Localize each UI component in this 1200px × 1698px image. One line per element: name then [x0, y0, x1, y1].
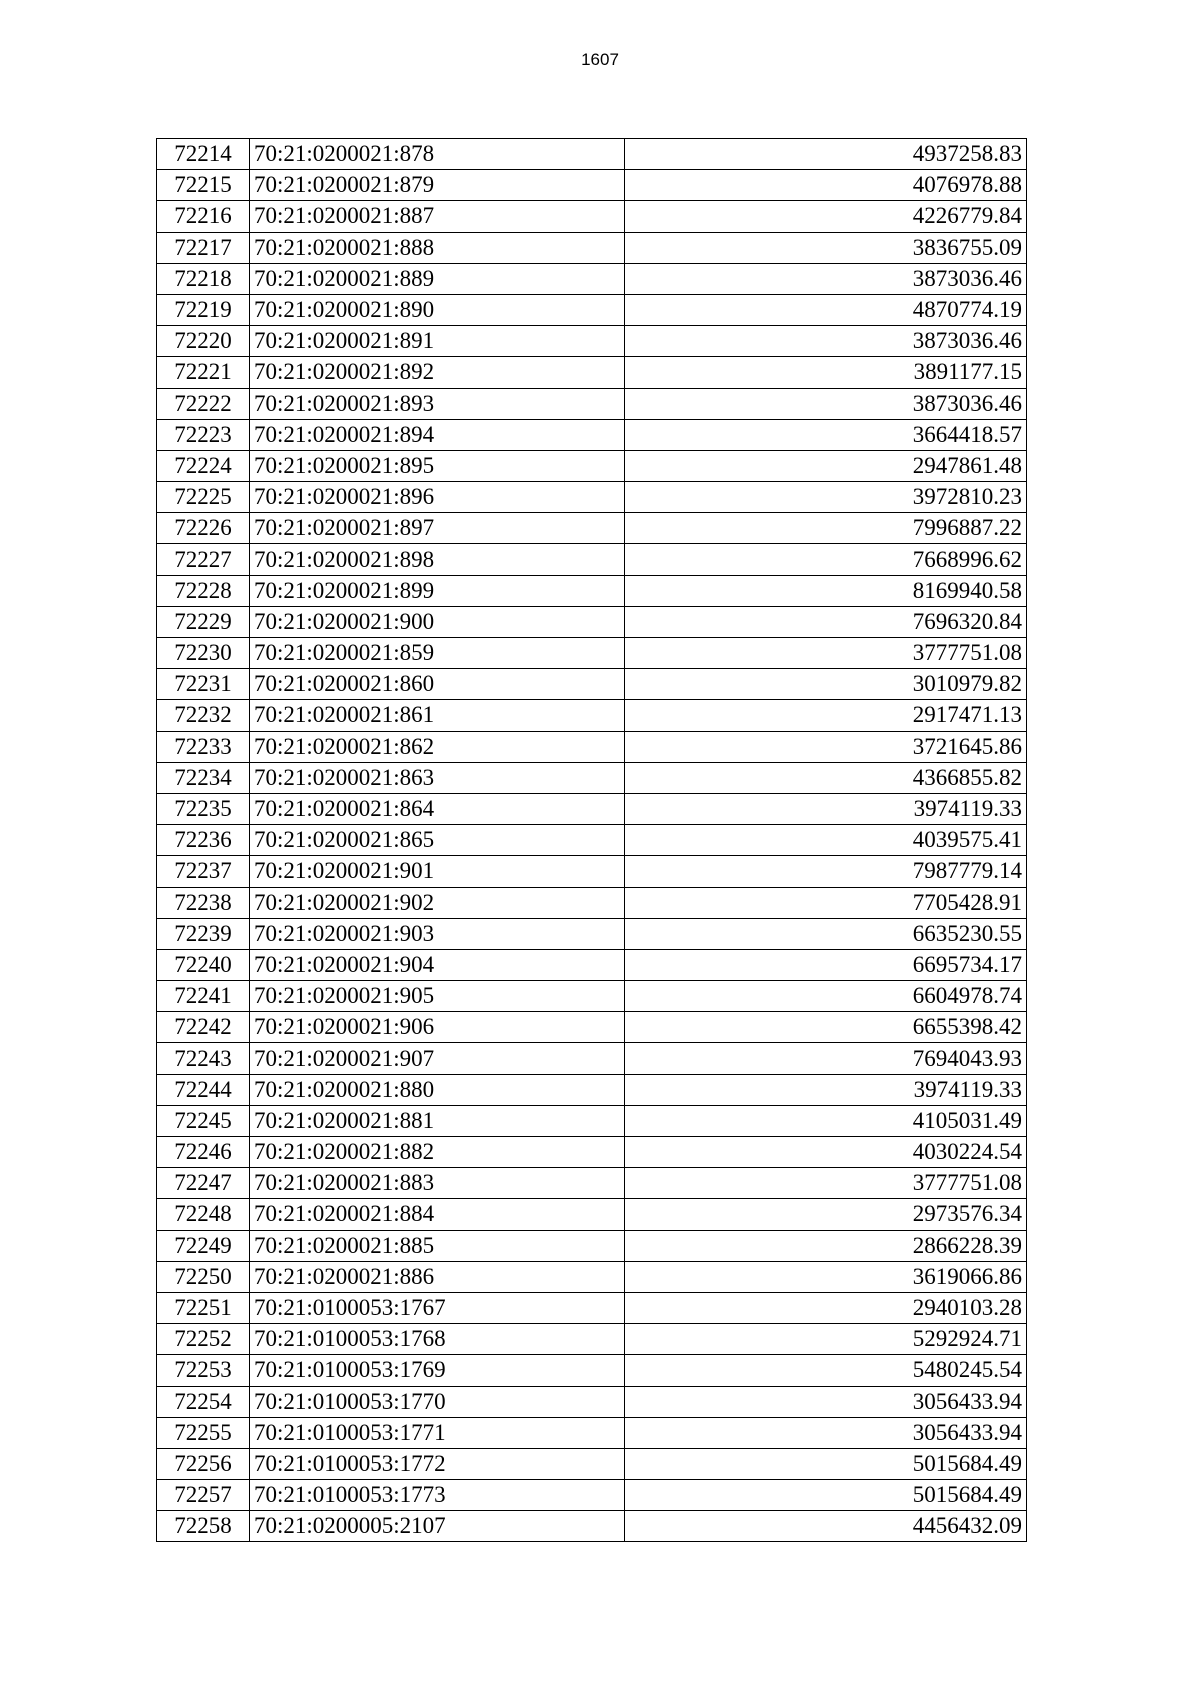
value-cell: 6604978.74 — [625, 981, 1027, 1012]
cadastral-number-cell: 70:21:0200021:861 — [250, 700, 625, 731]
cadastral-number-cell: 70:21:0200021:897 — [250, 513, 625, 544]
value-cell: 4366855.82 — [625, 762, 1027, 793]
cadastral-number-cell: 70:21:0200021:905 — [250, 981, 625, 1012]
row-number-cell: 72226 — [157, 513, 250, 544]
row-number-cell: 72229 — [157, 606, 250, 637]
value-cell: 3010979.82 — [625, 669, 1027, 700]
cadastral-number-cell: 70:21:0200021:906 — [250, 1012, 625, 1043]
value-cell: 4039575.41 — [625, 825, 1027, 856]
value-cell: 8169940.58 — [625, 575, 1027, 606]
row-number-cell: 72225 — [157, 482, 250, 513]
row-number-cell: 72247 — [157, 1168, 250, 1199]
cadastral-number-cell: 70:21:0200021:896 — [250, 482, 625, 513]
row-number-cell: 72242 — [157, 1012, 250, 1043]
value-cell: 3056433.94 — [625, 1417, 1027, 1448]
cadastral-number-cell: 70:21:0200021:885 — [250, 1230, 625, 1261]
value-cell: 2866228.39 — [625, 1230, 1027, 1261]
row-number-cell: 72241 — [157, 981, 250, 1012]
table-row — [157, 1480, 1027, 1511]
value-cell: 3873036.46 — [625, 263, 1027, 294]
row-number-cell: 72228 — [157, 575, 250, 606]
value-cell: 4226779.84 — [625, 201, 1027, 232]
cadastral-number-cell: 70:21:0200021:883 — [250, 1168, 625, 1199]
row-number-cell: 72256 — [157, 1448, 250, 1479]
row-number-cell: 72231 — [157, 669, 250, 700]
cadastral-number-cell: 70:21:0100053:1771 — [250, 1417, 625, 1448]
table-row — [157, 1230, 1027, 1261]
cadastral-number-cell: 70:21:0200021:863 — [250, 762, 625, 793]
row-number-cell: 72243 — [157, 1043, 250, 1074]
cadastral-number-cell: 70:21:0200021:862 — [250, 731, 625, 762]
row-number-cell: 72230 — [157, 638, 250, 669]
table-row — [157, 170, 1027, 201]
table-row — [157, 949, 1027, 980]
table-row — [157, 201, 1027, 232]
cadastral-number-cell: 70:21:0200021:880 — [250, 1074, 625, 1105]
cadastral-number-cell: 70:21:0200021:884 — [250, 1199, 625, 1230]
value-cell: 5292924.71 — [625, 1324, 1027, 1355]
row-number-cell: 72246 — [157, 1137, 250, 1168]
row-number-cell: 72244 — [157, 1074, 250, 1105]
cadastral-number-cell: 70:21:0200021:887 — [250, 201, 625, 232]
table-row — [157, 263, 1027, 294]
value-cell: 2940103.28 — [625, 1292, 1027, 1323]
cadastral-number-cell: 70:21:0200021:903 — [250, 918, 625, 949]
table-row — [157, 606, 1027, 637]
row-number-cell: 72258 — [157, 1511, 250, 1542]
value-cell: 3721645.86 — [625, 731, 1027, 762]
row-number-cell: 72233 — [157, 731, 250, 762]
cadastral-number-cell: 70:21:0200021:878 — [250, 139, 625, 170]
value-cell: 3873036.46 — [625, 326, 1027, 357]
row-number-cell: 72224 — [157, 450, 250, 481]
row-number-cell: 72240 — [157, 949, 250, 980]
table-row — [157, 232, 1027, 263]
row-number-cell: 72214 — [157, 139, 250, 170]
table-row — [157, 700, 1027, 731]
table-row — [157, 357, 1027, 388]
value-cell: 4030224.54 — [625, 1137, 1027, 1168]
cadastral-number-cell: 70:21:0200021:891 — [250, 326, 625, 357]
row-number-cell: 72232 — [157, 700, 250, 731]
row-number-cell: 72219 — [157, 294, 250, 325]
value-cell: 6655398.42 — [625, 1012, 1027, 1043]
row-number-cell: 72223 — [157, 419, 250, 450]
row-number-cell: 72227 — [157, 544, 250, 575]
row-number-cell: 72254 — [157, 1386, 250, 1417]
row-number-cell: 72239 — [157, 918, 250, 949]
cadastral-number-cell: 70:21:0200021:860 — [250, 669, 625, 700]
cadastral-number-cell: 70:21:0200021:899 — [250, 575, 625, 606]
table-row — [157, 1168, 1027, 1199]
cadastral-number-cell: 70:21:0200021:895 — [250, 450, 625, 481]
value-cell: 6635230.55 — [625, 918, 1027, 949]
row-number-cell: 72252 — [157, 1324, 250, 1355]
row-number-cell: 72238 — [157, 887, 250, 918]
page-number: 1607 — [581, 50, 619, 69]
cadastral-number-cell: 70:21:0200005:2107 — [250, 1511, 625, 1542]
row-number-cell: 72218 — [157, 263, 250, 294]
row-number-cell: 72249 — [157, 1230, 250, 1261]
table-row — [157, 1261, 1027, 1292]
row-number-cell: 72245 — [157, 1105, 250, 1136]
value-cell: 7694043.93 — [625, 1043, 1027, 1074]
value-cell: 2973576.34 — [625, 1199, 1027, 1230]
cadastral-number-cell: 70:21:0200021:864 — [250, 793, 625, 824]
cadastral-number-cell: 70:21:0200021:865 — [250, 825, 625, 856]
value-cell: 4456432.09 — [625, 1511, 1027, 1542]
value-cell: 3777751.08 — [625, 1168, 1027, 1199]
value-cell: 4870774.19 — [625, 294, 1027, 325]
cadastral-number-cell: 70:21:0100053:1773 — [250, 1480, 625, 1511]
row-number-cell: 72251 — [157, 1292, 250, 1323]
records-table — [156, 138, 1027, 1542]
value-cell: 7668996.62 — [625, 544, 1027, 575]
table-row — [157, 544, 1027, 575]
table-row — [157, 1074, 1027, 1105]
cadastral-number-cell: 70:21:0100053:1769 — [250, 1355, 625, 1386]
table-row — [157, 669, 1027, 700]
table-row — [157, 825, 1027, 856]
row-number-cell: 72217 — [157, 232, 250, 263]
value-cell: 6695734.17 — [625, 949, 1027, 980]
row-number-cell: 72237 — [157, 856, 250, 887]
cadastral-number-cell: 70:21:0200021:892 — [250, 357, 625, 388]
cadastral-number-cell: 70:21:0100053:1772 — [250, 1448, 625, 1479]
table-row — [157, 638, 1027, 669]
cadastral-number-cell: 70:21:0200021:859 — [250, 638, 625, 669]
row-number-cell: 72253 — [157, 1355, 250, 1386]
value-cell: 7996887.22 — [625, 513, 1027, 544]
cadastral-number-cell: 70:21:0200021:900 — [250, 606, 625, 637]
table-row — [157, 419, 1027, 450]
row-number-cell: 72235 — [157, 793, 250, 824]
value-cell: 3836755.09 — [625, 232, 1027, 263]
table-row — [157, 1012, 1027, 1043]
table-row — [157, 575, 1027, 606]
cadastral-number-cell: 70:21:0100053:1770 — [250, 1386, 625, 1417]
value-cell: 5015684.49 — [625, 1448, 1027, 1479]
value-cell: 3777751.08 — [625, 638, 1027, 669]
cadastral-number-cell: 70:21:0100053:1768 — [250, 1324, 625, 1355]
cadastral-number-cell: 70:21:0200021:888 — [250, 232, 625, 263]
row-number-cell: 72236 — [157, 825, 250, 856]
cadastral-number-cell: 70:21:0200021:882 — [250, 1137, 625, 1168]
records-table-body — [157, 139, 1027, 1542]
table-row — [157, 482, 1027, 513]
row-number-cell: 72250 — [157, 1261, 250, 1292]
value-cell: 3891177.15 — [625, 357, 1027, 388]
table-row — [157, 1292, 1027, 1323]
value-cell: 5480245.54 — [625, 1355, 1027, 1386]
table-row — [157, 294, 1027, 325]
value-cell: 2917471.13 — [625, 700, 1027, 731]
table-row — [157, 513, 1027, 544]
table-row — [157, 1417, 1027, 1448]
value-cell: 3974119.33 — [625, 793, 1027, 824]
table-row — [157, 1324, 1027, 1355]
row-number-cell: 72215 — [157, 170, 250, 201]
value-cell: 2947861.48 — [625, 450, 1027, 481]
table-row — [157, 1355, 1027, 1386]
table-row — [157, 1448, 1027, 1479]
cadastral-number-cell: 70:21:0200021:886 — [250, 1261, 625, 1292]
value-cell: 5015684.49 — [625, 1480, 1027, 1511]
cadastral-number-cell: 70:21:0200021:879 — [250, 170, 625, 201]
cadastral-number-cell: 70:21:0200021:907 — [250, 1043, 625, 1074]
value-cell: 3974119.33 — [625, 1074, 1027, 1105]
cadastral-number-cell: 70:21:0200021:901 — [250, 856, 625, 887]
row-number-cell: 72234 — [157, 762, 250, 793]
value-cell: 3619066.86 — [625, 1261, 1027, 1292]
value-cell: 3664418.57 — [625, 419, 1027, 450]
cadastral-number-cell: 70:21:0200021:889 — [250, 263, 625, 294]
table-row — [157, 887, 1027, 918]
row-number-cell: 72216 — [157, 201, 250, 232]
table-row — [157, 918, 1027, 949]
value-cell: 3056433.94 — [625, 1386, 1027, 1417]
value-cell: 3972810.23 — [625, 482, 1027, 513]
table-row — [157, 731, 1027, 762]
row-number-cell: 72222 — [157, 388, 250, 419]
row-number-cell: 72255 — [157, 1417, 250, 1448]
cadastral-number-cell: 70:21:0100053:1767 — [250, 1292, 625, 1323]
row-number-cell: 72220 — [157, 326, 250, 357]
value-cell: 7705428.91 — [625, 887, 1027, 918]
table-row — [157, 139, 1027, 170]
table-row — [157, 1137, 1027, 1168]
row-number-cell: 72257 — [157, 1480, 250, 1511]
row-number-cell: 72248 — [157, 1199, 250, 1230]
table-row — [157, 981, 1027, 1012]
table-row — [157, 793, 1027, 824]
table-row — [157, 450, 1027, 481]
table-row — [157, 388, 1027, 419]
cadastral-number-cell: 70:21:0200021:890 — [250, 294, 625, 325]
cadastral-number-cell: 70:21:0200021:894 — [250, 419, 625, 450]
table-row — [157, 1511, 1027, 1542]
table-row — [157, 762, 1027, 793]
value-cell: 7696320.84 — [625, 606, 1027, 637]
cadastral-number-cell: 70:21:0200021:881 — [250, 1105, 625, 1136]
cadastral-number-cell: 70:21:0200021:904 — [250, 949, 625, 980]
table-row — [157, 1105, 1027, 1136]
cadastral-number-cell: 70:21:0200021:898 — [250, 544, 625, 575]
table-row — [157, 326, 1027, 357]
table-row — [157, 1043, 1027, 1074]
value-cell: 4076978.88 — [625, 170, 1027, 201]
row-number-cell: 72221 — [157, 357, 250, 388]
value-cell: 3873036.46 — [625, 388, 1027, 419]
value-cell: 7987779.14 — [625, 856, 1027, 887]
table-row — [157, 1199, 1027, 1230]
table-row — [157, 856, 1027, 887]
cadastral-number-cell: 70:21:0200021:893 — [250, 388, 625, 419]
cadastral-number-cell: 70:21:0200021:902 — [250, 887, 625, 918]
value-cell: 4937258.83 — [625, 139, 1027, 170]
value-cell: 4105031.49 — [625, 1105, 1027, 1136]
table-row — [157, 1386, 1027, 1417]
